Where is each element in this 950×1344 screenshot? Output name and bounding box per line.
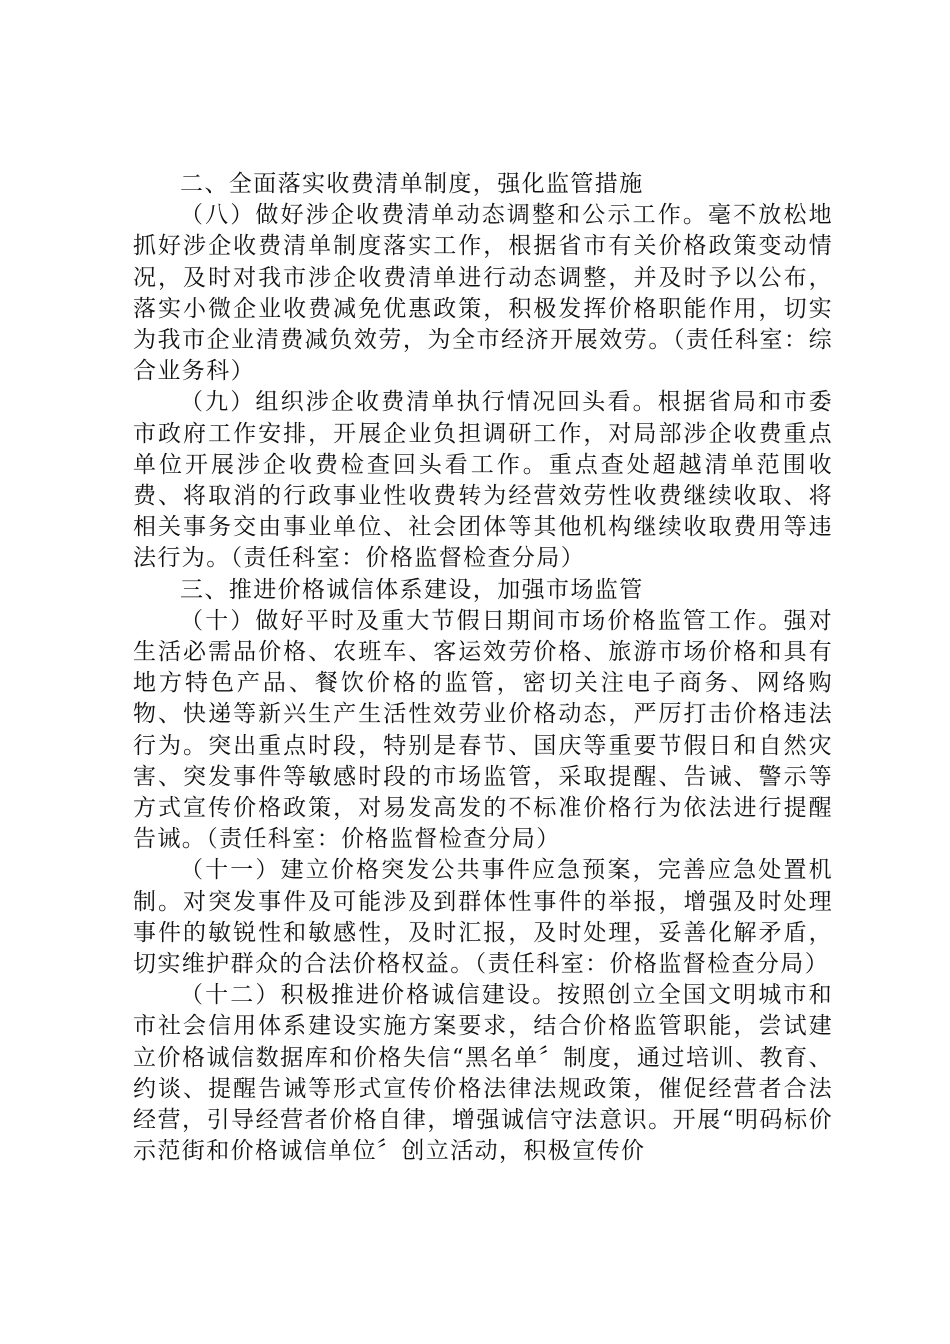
section-heading-3: 三、推进价格诚信体系建设，加强市场监管 [180, 576, 644, 603]
paragraph-item-9: （九）组织涉企收费清单执行情况回头看。根据省局和市委市政府工作安排，开展企业负担调研工作，对局部涉企收费重点单位开展涉企收费检查回头看工作。重点查处超越清单范围收费、将取消的行政事业性收费转为经营效劳性收费继续收取、将相关事务交由事业单位、社会团体等其他机构继续收取费用等违法行为。（责任科室：价格监督检查分局） [133, 389, 833, 572]
section-heading-2: 二、全面落实收费清单制度，强化监管措施 [180, 171, 644, 197]
paragraph-item-8: （八）做好涉企收费清单动态调整和公示工作。毫不放松地抓好涉企收费清单制度落实工作，根据省市有关价格政策变动情况，及时对我市涉企收费清单进行动态调整，并及时予以公布，落实小微企业收费减免优惠政策，积极发挥价格职能作用，切实为我市企业清费减负效劳，为全市经济开展效劳。（责任科室：综合业务科） [133, 202, 833, 385]
paragraph-item-10: （十）做好平时及重大节假日期间市场价格监管工作。强对生活必需品价格、农班车、客运效劳价格、旅游市场价格和具有地方特色产品、餐饮价格的监管，密切关注电子商务、网络购物、快递等新兴生产生活性效劳业价格动态，严厉打击价格违法行为。突出重点时段，特别是春节、国庆等重要节假日和自然灾害、突发事件等敏感时段的市场监管，采取提醒、告诫、警示等方式宣传价格政策，对易发高发的不标准价格行为依法进行提醒告诫。（责任科室：价格监督检查分局） [133, 607, 833, 853]
paragraph-item-11: （十一）建立价格突发公共事件应急预案，完善应急处置机制。对突发事件及可能涉及到群体性事件的举报，增强及时处理事件的敏锐性和敏感性，及时汇报，及时处理，妥善化解矛盾，切实维护群众的合法价格权益。（责任科室：价格监督检查分局） [133, 857, 833, 978]
document-body [133, 169, 833, 1168]
paragraph-item-12: （十二）积极推进价格诚信建设。按照创立全国文明城市和市社会信用体系建设实施方案要求，结合价格监管职能，尝试建立价格诚信数据库和价格失信“黑名单〞制度，通过培训、教育、约谈、提醒告诫等形式宣传价格法律法规政策，催促经营者合法经营，引导经营者价格自律，增强诚信守法意识。开展“明码标价示范街和价格诚信单位〞创立活动，积极宣传价 [133, 982, 833, 1165]
